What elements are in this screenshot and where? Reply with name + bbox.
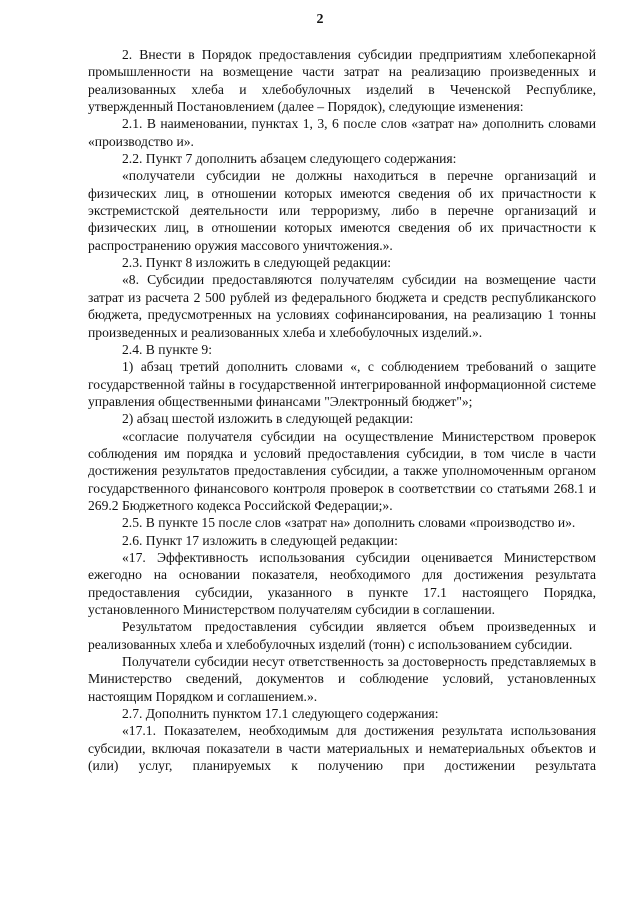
paragraph-2: 2. Внести в Порядок предоставления субсидии предприятиям хлебопекарной промышленности на возмещение части затрат на реализацию произведенных и реализованных хлеба и хлебобулочных изделий в Чеченской Республике, утвержденный Постановлением (далее – Порядок), следующие изменения: xyxy=(88,47,596,115)
paragraph-2-4-quote: «согласие получателя субсидии на осуществление Министерством проверок соблюдения им порядка и условий предоставления субсидии, в том числе в части достижения результатов предоставления субсидии, а также уполномоченным органом государственного финансового контроля проверок в соответствии со статьями 268.1 и 269.2 Бюджетного кодекса Российской Федерации;». xyxy=(88,428,596,513)
paragraph-2-7: 2.7. Дополнить пунктом 17.1 следующего содержания: xyxy=(122,706,439,722)
paragraph-2-2: 2.2. Пункт 7 дополнить абзацем следующего содержания: xyxy=(122,151,457,167)
paragraph-2-6: 2.6. Пункт 17 изложить в следующей редакции: xyxy=(122,532,398,548)
paragraph-2-4-item-1: 1) абзац третий дополнить словами «, с соблюдением требований о защите государственной тайны в государственной интегрированной информационной системе управления общественными финансами "Электронный бюджет"»; xyxy=(88,359,596,409)
paragraph-2-1: 2.1. В наименовании, пунктах 1, 3, 6 после слов «затрат на» дополнить словами «производство и». xyxy=(88,116,596,149)
paragraph-2-3-quote: «8. Субсидии предоставляются получателям субсидии на возмещение части затрат из расчета 2 500 рублей из федерального бюджета и средств республиканского бюджета, предусмотренных на условиях софинансирования, на реализацию 1 тонны произведенных и реализованных хлеба и хлебобулочных изделий.». xyxy=(88,272,596,340)
paragraph-2-3: 2.3. Пункт 8 изложить в следующей редакции: xyxy=(122,255,392,271)
paragraph-2-4-item-2: 2) абзац шестой изложить в следующей редакции: xyxy=(122,411,414,427)
page-number: 2 xyxy=(316,12,324,27)
document-body xyxy=(88,46,596,774)
paragraph-2-7-quote: «17.1. Показателем, необходимым для достижения результата использования субсидии, включая показатели в части материальных и нематериальных объектов и (или) услуг, планируемых к получению при достижении результата xyxy=(88,723,596,774)
paragraph-2-6-quote-1: «17. Эффективность использования субсидии оценивается Министерством ежегодно на основании показателя, необходимого для достижения результата предоставления субсидии, указанного в пункте 17.1 настоящего Порядка, установленного Министерством получателям субсидии в соглашении. xyxy=(88,549,596,617)
paragraph-2-6-quote-2: Результатом предоставления субсидии является объем произведенных и реализованных хлеба и хлебобулочных изделий (тонн) с использованием субсидии. xyxy=(88,619,596,652)
paragraph-2-6-quote-3: Получатели субсидии несут ответственность за достоверность представляемых в Министерство сведений, документов и соблюдение условий, установленных настоящим Порядком и соглашением.». xyxy=(88,654,596,704)
paragraph-2-4: 2.4. В пункте 9: xyxy=(122,341,212,357)
paragraph-2-2-quote: «получатели субсидии не должны находиться в перечне организаций и физических лиц, в отношении которых имеются сведения об их причастности к экстремистской деятельности или терроризму, либо в перечне организаций и физических лиц, в отношении которых имеются сведения об их причастности к распространению оружия массового уничтожения.». xyxy=(88,168,596,253)
paragraph-2-5: 2.5. В пункте 15 после слов «затрат на» дополнить словами «производство и». xyxy=(122,515,576,531)
